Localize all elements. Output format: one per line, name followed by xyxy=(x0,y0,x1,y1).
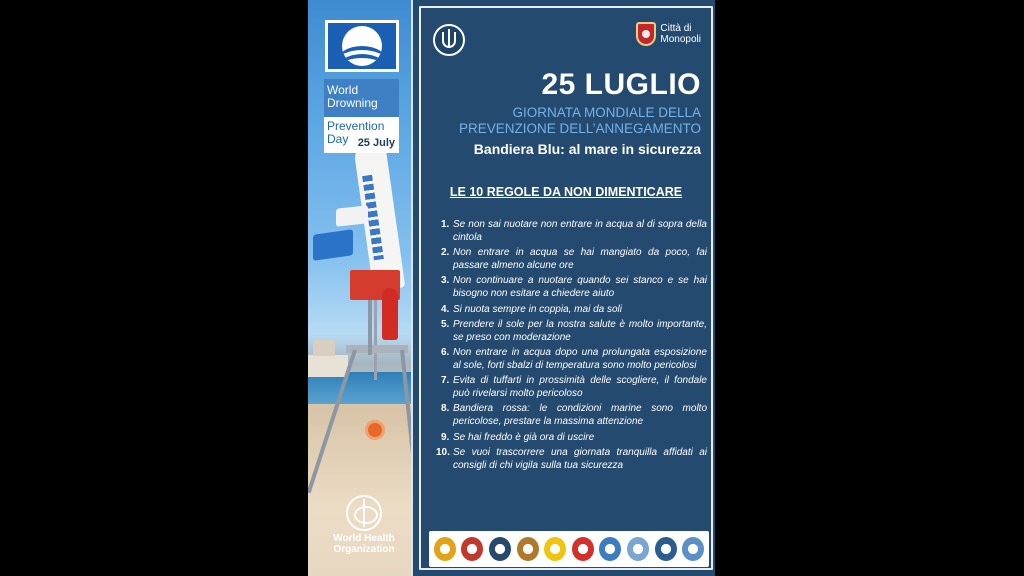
rule-item xyxy=(441,318,707,344)
rule-text: Bandiera rossa: le condizioni marine sono molto pericolose, prestare la massima attenzione xyxy=(453,403,707,428)
sponsor-logos-bar xyxy=(429,531,709,567)
rule-item xyxy=(436,446,707,472)
monopoli-logo xyxy=(636,22,701,46)
city-line1: Città di xyxy=(660,23,692,34)
drowning-day-line1: World xyxy=(327,83,359,97)
rule-item xyxy=(441,346,707,372)
rule-text: Si nuota sempre in coppia, mai da soli xyxy=(453,303,622,315)
drowning-day-line3: Prevention xyxy=(327,119,385,133)
rule-text: Non continuare a nuotare quando sei stanco e se hai bisogno non esitare a chiedere aiuto xyxy=(453,275,707,300)
who-emblem-icon xyxy=(346,495,382,531)
drowning-day-date: 25 July xyxy=(357,137,395,149)
rule-item xyxy=(441,402,707,428)
who-line1: World Health xyxy=(333,533,395,544)
rule-number: 4. xyxy=(441,303,450,315)
rule-text: Evita di tuffarti in prossimità delle scogliere, il fondale può rivelarsi molto pericoloso xyxy=(453,375,707,400)
event-date: 25 LUGLIO xyxy=(541,68,701,101)
event-subtitle xyxy=(421,105,701,137)
lifeguard-figure xyxy=(382,288,398,340)
sponsor-logo-1-icon xyxy=(434,537,456,561)
sponsor-logo-7-icon xyxy=(599,537,621,561)
rule-item xyxy=(441,303,707,316)
life-buoy xyxy=(365,420,385,440)
tower-leg xyxy=(368,300,372,355)
rule-text: Non entrare in acqua dopo una prolungata esposizione al sole, forti sbalzi di temperatura sono molto pericolosi xyxy=(453,346,707,371)
monopoli-text xyxy=(660,23,701,45)
blue-flag-logo xyxy=(325,20,399,72)
who-logo xyxy=(318,495,410,555)
rule-number: 10. xyxy=(436,446,450,458)
beach-photo xyxy=(308,0,411,576)
city-line2: Monopoli xyxy=(660,34,701,45)
building xyxy=(308,355,348,377)
sponsor-logo-6-icon xyxy=(572,537,594,561)
sponsor-logo-5-icon xyxy=(544,537,566,561)
drowning-day-line4: Day xyxy=(327,132,349,146)
sponsor-logo-3-icon xyxy=(489,537,511,561)
blue-flag-wave-icon xyxy=(342,26,382,66)
sponsor-logo-4-icon xyxy=(517,537,539,561)
rule-text: Se non sai nuotare non entrare in acqua al di sopra della cintola xyxy=(453,219,707,243)
panel-border xyxy=(419,6,713,570)
drowning-prevention-day-logo xyxy=(324,79,399,153)
drowning-day-line2: Drowning xyxy=(327,96,378,110)
building xyxy=(313,340,335,356)
rule-text: Se vuoi trascorrere una giornata tranquilla affidati ai consigli di chi vigila sulla tua sicurezza xyxy=(453,446,707,471)
rule-item xyxy=(441,374,707,400)
rule-number: 3. xyxy=(441,275,450,287)
anchor-icon xyxy=(442,32,456,48)
campaign-title: Bandiera Blu: al mare in sicurezza xyxy=(473,141,701,157)
info-panel xyxy=(411,0,715,576)
rules-title: LE 10 REGOLE DA NON DIMENTICARE xyxy=(449,185,683,199)
rules-list xyxy=(436,218,707,474)
monopoli-crest-icon xyxy=(636,22,656,46)
drowning-day-top xyxy=(324,79,399,117)
rule-text: Prendere il sole per la nostra salute è molto importante, se preso con moderazione xyxy=(453,318,707,343)
poster xyxy=(308,0,715,576)
rule-number: 2. xyxy=(441,247,450,259)
coast-guard-logo-icon xyxy=(433,24,465,56)
rule-number: 7. xyxy=(441,375,450,387)
rule-text: Non entrare in acqua se hai mangiato da poco, fai passare almeno alcune ore xyxy=(453,247,707,272)
rule-number: 9. xyxy=(441,431,450,443)
blue-flag xyxy=(313,229,353,261)
rule-number: 8. xyxy=(441,403,450,415)
sponsor-logo-2-icon xyxy=(461,537,483,561)
rule-item xyxy=(441,218,707,244)
sponsor-logo-9-icon xyxy=(655,537,677,561)
rule-item xyxy=(441,431,707,444)
rule-item xyxy=(441,246,707,272)
rule-number: 6. xyxy=(441,346,450,358)
white-flag xyxy=(336,205,368,226)
rule-item xyxy=(441,274,707,300)
subtitle-line1: GIORNATA MONDIALE DELLA xyxy=(512,105,701,120)
rule-number: 5. xyxy=(441,318,450,330)
sponsor-logo-8-icon xyxy=(627,537,649,561)
rule-number: 1. xyxy=(441,219,450,230)
subtitle-line2: PREVENZIONE DELL’ANNEGAMENTO xyxy=(458,121,701,136)
who-line2: Organization xyxy=(333,544,395,555)
rule-text: Se hai freddo è già ora di uscire xyxy=(453,431,595,443)
sponsor-logo-10-icon xyxy=(682,537,704,561)
